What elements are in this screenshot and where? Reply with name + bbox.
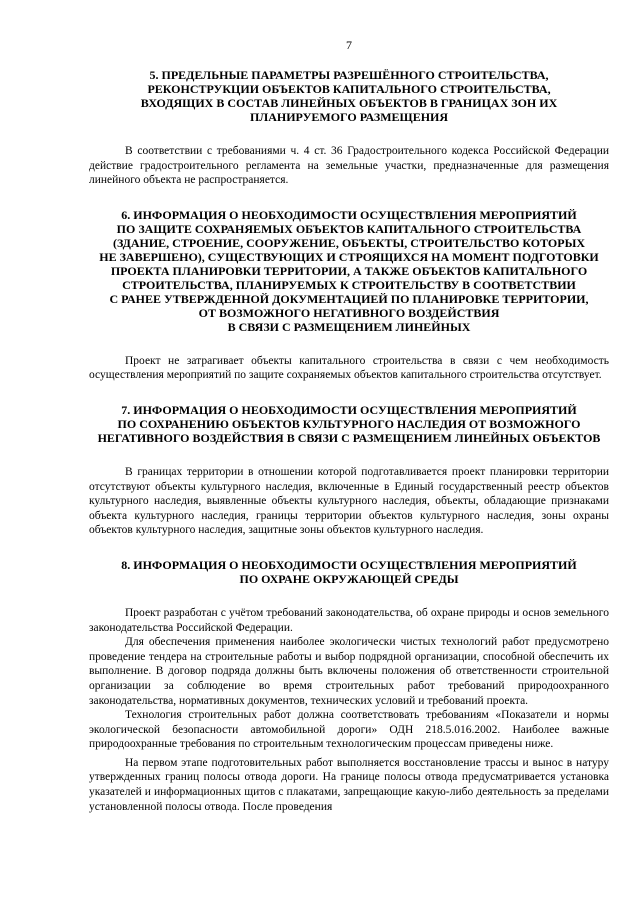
section-8-heading: [89, 558, 609, 586]
section-6-heading: [89, 208, 609, 334]
section-7-heading: [89, 403, 609, 445]
section-6-paragraph: Проект не затрагивает объекты капитального строительства в связи с чем необходимость осуществления мероприятий по защите сохраняемых объектов капитального строительства отсутствует.: [89, 354, 609, 382]
document-content: [89, 68, 609, 814]
section-8-paragraph: Проект разработан с учётом требований законодательства, об охране природы и основ земельного законодательства Российской Федерации.: [89, 606, 609, 634]
section-8-paragraph: Для обеспечения применения наиболее экологически чистых технологий работ предусмотрено проведение тендера на строительные работы и выбор подрядной организации, способной обеспечить их выполнение. В договор подряда должны быть включены положения об ответственности строительной организации за соблюдение во время строительных работ требований природоохранного законодательства, нормативных документов, технических условий и требований проекта.: [89, 636, 609, 707]
heading-line: 5. ПРЕДЕЛЬНЫЕ ПАРАМЕТРЫ РАЗРЕШЁННОГО СТРОИТЕЛЬСТВА,: [149, 68, 549, 82]
section-5-paragraph: В соответствии с требованиями ч. 4 ст. 36 Градостроительного кодекса Российской Федерации действие градостроительного регламента на земельные участки, предназначенные для размещения линейного объекта не распространяется.: [89, 145, 609, 187]
heading-line: НЕГАТИВНОГО ВОЗДЕЙСТВИЯ В СВЯЗИ С РАЗМЕЩЕНИЕМ ЛИНЕЙНЫХ ОБЪЕКТОВ: [97, 430, 601, 445]
heading-line: С РАНЕЕ УТВЕРЖДЕННОЙ ДОКУМЕНТАЦИЕЙ ПО ПЛАНИРОВКЕ ТЕРРИТОРИИ,: [109, 291, 589, 306]
heading-line: НЕ ЗАВЕРШЕНО), СУЩЕСТВУЮЩИХ И СТРОЯЩИХСЯ НА МОМЕНТ ПОДГОТОВКИ: [99, 249, 599, 264]
heading-line: ПО ОХРАНЕ ОКРУЖАЮЩЕЙ СРЕДЫ: [239, 571, 459, 586]
section-5-heading: [89, 68, 609, 124]
heading-line: ОТ ВОЗМОЖНОГО НЕГАТИВНОГО ВОЗДЕЙСТВИЯ: [198, 305, 500, 320]
heading-line: 6. ИНФОРМАЦИЯ О НЕОБХОДИМОСТИ ОСУЩЕСТВЛЕНИЯ МЕРОПРИЯТИЙ: [121, 207, 577, 222]
heading-line: ПРОЕКТА ПЛАНИРОВКИ ТЕРРИТОРИИ, А ТАКЖЕ ОБЪЕКТОВ КАПИТАЛЬНОГО: [110, 263, 588, 278]
heading-line: 8. ИНФОРМАЦИЯ О НЕОБХОДИМОСТИ ОСУЩЕСТВЛЕНИЯ МЕРОПРИЯТИЙ: [121, 557, 577, 572]
heading-line: ПЛАНИРУЕМОГО РАЗМЕЩЕНИЯ: [249, 110, 449, 124]
page-number: 7: [346, 38, 352, 52]
heading-line: ПО СОХРАНЕНИЮ ОБЪЕКТОВ КУЛЬТУРНОГО НАСЛЕДИЯ ОТ ВОЗМОЖНОГО: [117, 416, 581, 431]
heading-line: (ЗДАНИЕ, СТРОЕНИЕ, СООРУЖЕНИЕ, ОБЪЕКТЫ, СТРОИТЕЛЬСТВО КОТОРЫХ: [112, 235, 586, 250]
section-8-paragraph: На первом этапе подготовительных работ выполняется восстановление трассы и вынос в натуру утвержденных границ полосы отвода дороги. На границе полосы отвода предусматривается установка указателей и информационных щитов с плакатами, запрещающие какую-либо деятельность за пределами установленной полосы отвода. После проведения: [89, 756, 609, 813]
heading-line: РЕКОНСТРУКЦИИ ОБЪЕКТОВ КАПИТАЛЬНОГО СТРОИТЕЛЬСТВА,: [147, 82, 551, 96]
heading-line: 7. ИНФОРМАЦИЯ О НЕОБХОДИМОСТИ ОСУЩЕСТВЛЕНИЯ МЕРОПРИЯТИЙ: [121, 402, 577, 417]
heading-line: В СВЯЗИ С РАЗМЕЩЕНИЕМ ЛИНЕЙНЫХ: [227, 319, 471, 334]
heading-line: ВХОДЯЩИХ В СОСТАВ ЛИНЕЙНЫХ ОБЪЕКТОВ В ГРАНИЦАХ ЗОН ИХ: [140, 96, 558, 110]
heading-line: ПО ЗАЩИТЕ СОХРАНЯЕМЫХ ОБЪЕКТОВ КАПИТАЛЬНОГО СТРОИТЕЛЬСТВА: [116, 221, 582, 236]
section-8-paragraph: Технология строительных работ должна соответствовать требованиям «Показатели и нормы экологической безопасности автомобильной дороги» ОДН 218.5.016.2002. Наиболее важные природоохранные требования по строительным технологическим процессам приведены ниже.: [89, 709, 609, 751]
section-7-paragraph: В границах территории в отношении которой подготавливается проект планировки территории отсутствуют объекты культурного наследия, включенные в Единый государственный реестр объектов культурного наследия, выявленные объекты культурного наследия, объекты, обладающие признаками объекта культурного наследия, границы территории объектов культурного наследия, зоны охраны объектов культурного наследия, защитные зоны объектов культурного наследия.: [89, 465, 609, 537]
heading-line: СТРОИТЕЛЬСТВА, ПЛАНИРУЕМЫХ К СТРОИТЕЛЬСТВУ В СООТВЕТСТВИИ: [122, 277, 576, 292]
